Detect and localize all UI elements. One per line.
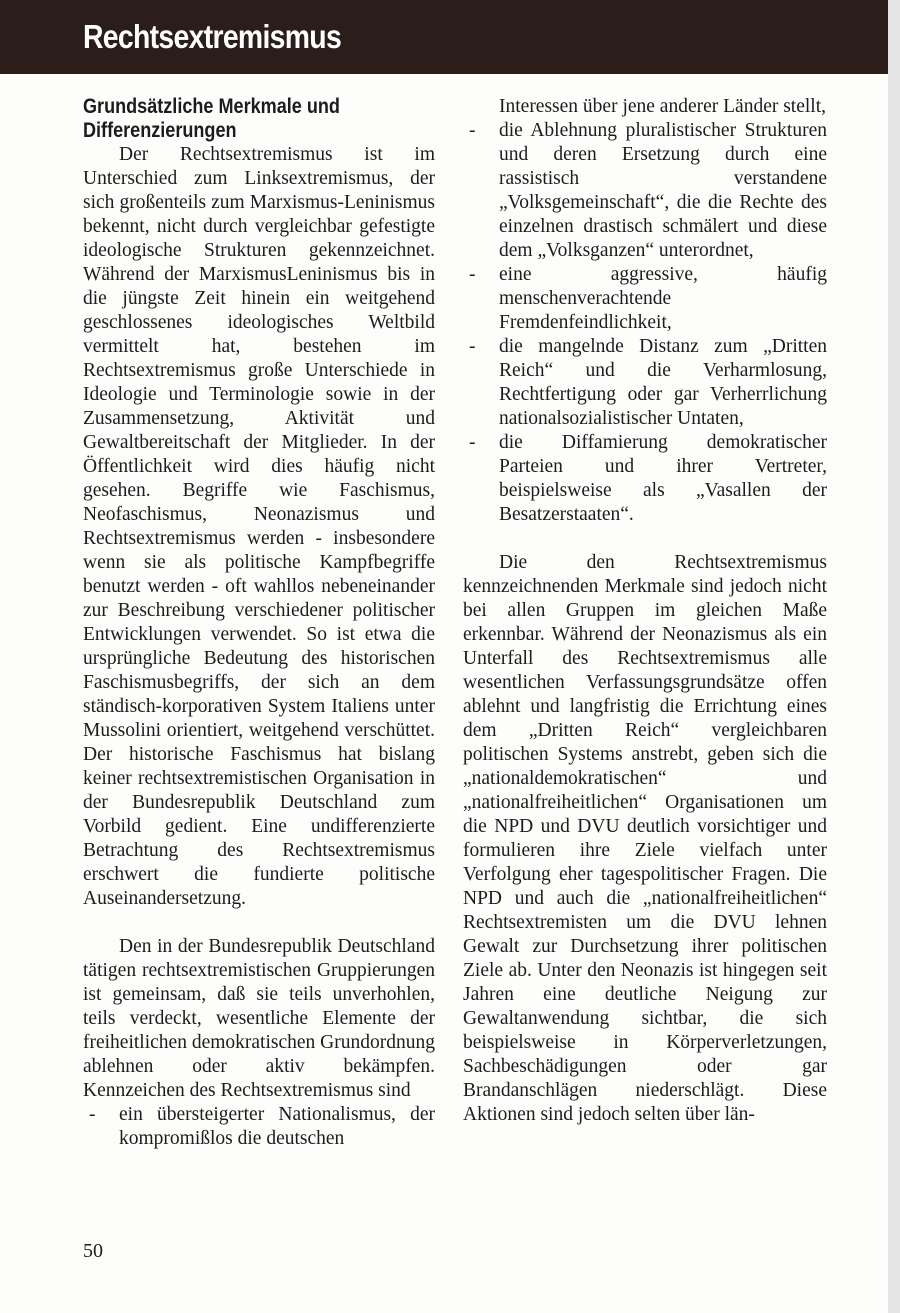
list-item: - ein übersteigerter Nationalismus, der kompromißlos die deutschen xyxy=(83,1103,435,1151)
left-column xyxy=(83,95,435,1151)
chapter-title: Rechtsextremismus xyxy=(83,18,342,55)
list-item: - eine aggressive, häufig menschenverachtende Fremdenfeindlichkeit, xyxy=(463,263,827,335)
list-item: - die mangelnde Distanz zum „Dritten Reich“ und die Verharmlosung, Rechtfertigung oder gar Verherrlichung nationalsozialistischer Untaten, xyxy=(463,335,827,431)
traits-list-start xyxy=(83,1103,435,1151)
paragraph-intro: Der Rechtsextremismus ist im Unterschied zum Linksextremismus, der sich großenteils zum Marxismus-Leninismus bekennt, nicht durch vergleichbar gefestigte ideologische Strukturen gekennzeichnet. Während der MarxismusLeninismus bis in die jüngste Zeit hinein ein weitgehend geschlossenes ideologisches Weltbild vermittelt hat, bestehen im Rechtsextremismus große Unterschiede in Ideologie und Terminologie sowie in der Zusammensetzung, Aktivität und Gewaltbereitschaft der Mitglieder. In der Öffentlichkeit wird dies häufig nicht gesehen. Begriffe wie Faschismus, Neofaschismus, Neonazismus und Rechtsextremismus werden - insbesondere wenn sie als politische Kampfbegriffe benutzt werden - oft wahllos nebeneinander zur Beschreibung verschiedener politischer Entwicklungen verwendet. So ist etwa die ursprüngliche Bedeutung des historischen Faschismusbegriffs, der sich an dem ständisch-korporativen System Italiens unter Mussolini orientiert, weitgehend verschüttet. Der historische Faschismus hat bislang keiner rechtsextremistischen Organisation in der Bundesrepublik Deutschland zum Vorbild gedient. Eine undifferenzierte Betrachtung des Rechtsextremismus erschwert die fundierte politische Auseinandersetzung. xyxy=(83,144,435,909)
list-item-continuation: Interessen über jene anderer Länder stellt, xyxy=(499,96,827,117)
right-column xyxy=(463,95,827,1127)
list-item: - die Diffamierung demokratischer Parteien und ihrer Vertreter, beispielsweise als „Vasallen der Besatzerstaaten“. xyxy=(463,431,827,527)
chapter-header-bar xyxy=(0,0,888,74)
traits-list xyxy=(463,119,827,527)
paragraph-differences: Die den Rechtsextremismus kennzeichnenden Merkmale sind jedoch nicht bei allen Gruppen im gleichen Maße erkennbar. Während der Neonazismus als ein Unterfall des Rechtsextremismus alle wesentlichen Verfassungsgrundsätze offen ablehnt und langfristig die Errichtung eines dem „Dritten Reich“ vergleichbaren politischen Systems anstrebt, geben sich die „nationaldemokratischen“ und „nationalfreiheitlichen“ Organisationen um die NPD und DVU deutlich vorsichtiger und formulieren ihre Ziele vielfach unter Verfolgung eher tagespolitischer Fragen. Die NPD und auch die „nationalfreiheitlichen“ Rechtsextremisten um die DVU lehnen Gewalt zur Durchsetzung ihrer politischen Ziele ab. Unter den Neonazis ist hingegen seit Jahren eine deutliche Neigung zur Gewaltanwendung sichtbar, die sich beispielsweise in Körperverletzungen, Sachbeschädigungen oder gar Brandanschlägen niederschlägt. Diese Aktionen sind jedoch selten über län- xyxy=(463,552,827,1125)
list-item: - die Ablehnung pluralistischer Strukturen und deren Ersetzung durch eine rassistisch verstandene „Volksgemeinschaft“, die die Rechte des einzelnen drastisch schmälert und diese dem „Volksganzen“ unterordnet, xyxy=(463,119,827,263)
paragraph-common-traits: Den in der Bundesrepublik Deutschland tätigen rechtsextremistischen Gruppierungen ist gemeinsam, daß sie teils unverhohlen, teils verdeckt, wesentliche Elemente der freiheitlichen demokratischen Grundordnung ablehnen oder aktiv bekämpfen. Kennzeichen des Rechtsextremismus sind xyxy=(83,936,435,1101)
scan-edge xyxy=(888,0,900,1313)
page-number: 50 xyxy=(83,1240,103,1262)
section-heading: Grundsätzliche Merkmale und Differenzierungen xyxy=(83,95,340,142)
